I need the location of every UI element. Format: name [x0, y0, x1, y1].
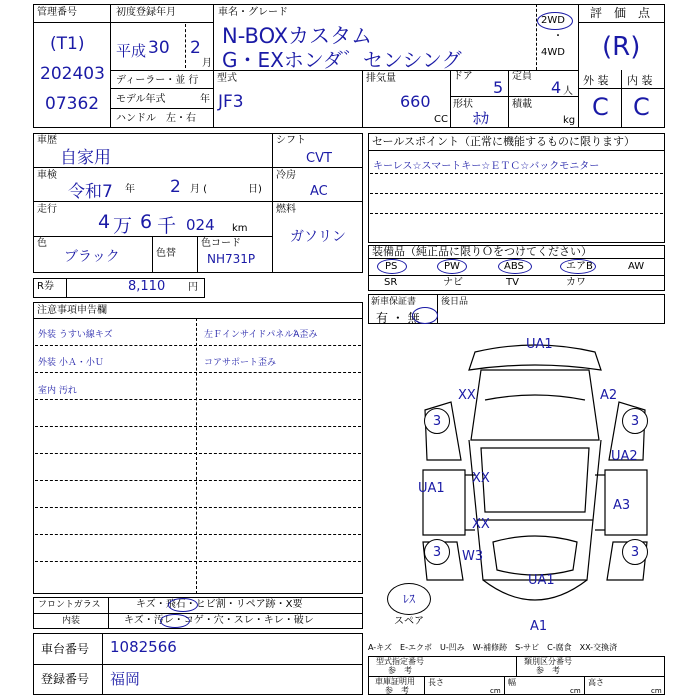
damage-rear-bumper: A1 — [530, 619, 548, 634]
width-label: 幅 — [508, 678, 516, 687]
r-ticket-value: 8,110 — [128, 279, 166, 294]
equip-tv: TV — [506, 277, 519, 288]
mileage-sen: 6 — [140, 211, 153, 233]
note-1: 外装 うすい線キズ — [38, 330, 113, 340]
tire-fl: 3 — [424, 408, 450, 434]
car-name-label: 車名・グレード — [218, 7, 288, 18]
mileage-man: 4 — [98, 211, 111, 233]
inner-label: 内装 — [62, 616, 81, 626]
grade-value: (R) — [602, 32, 641, 62]
repaint-label: 色替 — [156, 248, 176, 259]
tire-fr: 3 — [622, 408, 648, 434]
length-label: 長さ — [428, 678, 444, 687]
exterior-value: C — [592, 93, 609, 121]
warranty-value: 有 ・ 無 — [376, 311, 420, 325]
note-3: 外装 小Ａ・小Ｕ — [38, 358, 104, 368]
color-value: ブラック — [64, 249, 120, 265]
shift-value: CVT — [306, 151, 332, 166]
door-label: ドア — [453, 71, 473, 82]
glass-label: フロントガラス — [38, 600, 101, 610]
inspection-day-unit: 日) — [248, 184, 262, 195]
inspection-era: 令和7 — [68, 182, 113, 202]
interior-label: 内 装 — [627, 74, 653, 87]
fuel-value: ガソリン — [290, 229, 346, 245]
ac-value: AC — [310, 184, 328, 199]
displacement-unit: CC — [434, 114, 448, 125]
load-unit: kg — [563, 115, 576, 126]
capacity-value: 4 — [551, 78, 562, 97]
drive-4wd: 4WD — [541, 47, 565, 58]
grade-label: 評 価 点 — [590, 6, 651, 20]
damage-roof-front: XX — [472, 471, 490, 486]
mgmt-label: 管理番号 — [37, 7, 77, 18]
sales-point-value: キーレス☆スマートキー☆ＥＴＣ☆バックモニター — [373, 161, 600, 172]
equip-sr: SR — [384, 277, 398, 288]
category-no-ref: 参 考 — [536, 666, 560, 675]
drive-2wd: 2WD — [541, 15, 565, 26]
interior-value: C — [633, 93, 650, 121]
damage-left-fender: XX — [458, 388, 476, 403]
note-2: 左ＦインサイドパネルΆ歪み — [204, 330, 318, 340]
warranty-none-circle — [412, 307, 438, 324]
category-no-label: 類別区分番号 — [524, 657, 572, 666]
shift-label: シフト — [276, 135, 306, 146]
note-5: 室内 汚れ — [38, 386, 77, 396]
equipment-label: 装備品（純正品に限りＯをつけてください） — [372, 245, 592, 258]
spare-tire: ﾚｽ — [387, 583, 431, 615]
equip-aw: AW — [628, 261, 645, 272]
drive-dot: ・ — [553, 31, 563, 42]
ac-label: 冷房 — [276, 170, 296, 181]
equip-ps: PS — [385, 261, 398, 272]
type-no-ref: 参 考 — [388, 666, 412, 675]
color-label: 色 — [37, 238, 47, 249]
type-no-label: 型式指定番号 — [376, 657, 424, 666]
inspection-label: 車検 — [37, 170, 57, 181]
height-label: 高さ — [588, 678, 604, 687]
mileage-rest: 024 — [186, 216, 215, 234]
equip-abs: ABS — [504, 261, 524, 272]
fuel-label: 燃料 — [276, 204, 296, 215]
height-unit: cm — [651, 687, 662, 695]
garage-cert-ref: 参 考 — [385, 686, 409, 695]
damage-front-bumper: UA1 — [526, 337, 553, 352]
inspection-month-unit: 月 ( — [190, 184, 208, 195]
mgmt-number-2: 07362 — [45, 94, 100, 114]
first-reg-year: 30 — [148, 38, 170, 58]
notes-label: 注意事項申告欄 — [37, 305, 107, 316]
model-label: 型式 — [217, 73, 237, 84]
mileage-sen-unit: 千 — [157, 215, 177, 237]
handle-label: ハンドル 左・右 — [116, 113, 196, 124]
model-year-label: モデル年式 — [116, 94, 166, 105]
damage-right-fender: A2 — [600, 388, 618, 403]
tire-rr: 3 — [622, 539, 648, 565]
equip-navi: ナビ — [443, 277, 463, 288]
damage-legend: A-キズ E-エクボ U-凹み W-補修跡 S-サビ C-腐食 XX-交換済 — [368, 643, 618, 652]
first-reg-era: 平成 — [116, 42, 147, 60]
inner-dirt-circle — [160, 614, 190, 628]
history-label: 車歴 — [37, 135, 57, 146]
reg-label: 登録番号 — [41, 672, 90, 686]
damage-left-door: UA1 — [418, 481, 445, 496]
displacement-value: 660 — [400, 92, 431, 111]
capacity-unit: 人 — [563, 86, 573, 97]
first-reg-month-unit: 月 — [202, 58, 212, 69]
spare-label: スペア — [394, 616, 424, 627]
garage-cert-label: 車庫証明用 — [375, 677, 415, 686]
capacity-label: 定員 — [512, 71, 532, 82]
sales-point-label: セールスポイント（正常に機能するものに限ります） — [372, 135, 636, 148]
car-name-line1: N-BOXカスタム — [222, 24, 373, 48]
color-code-label: 色コード — [201, 238, 241, 249]
chassis-label: 車台番号 — [41, 642, 90, 656]
load-label: 積載 — [512, 99, 532, 110]
equip-leather: カワ — [566, 277, 586, 288]
mgmt-t1: (T1) — [50, 34, 85, 54]
exterior-label: 外 装 — [583, 74, 609, 87]
damage-back-door: UA1 — [528, 573, 555, 588]
equip-airbag: エアB — [566, 261, 593, 272]
dealer-label: ディーラー・並 行 — [116, 75, 199, 86]
damage-roof-rear: XX — [472, 517, 490, 532]
damage-right-rear-door: A3 — [613, 498, 631, 513]
shape-value: ﾎｶ — [473, 109, 490, 128]
tire-rl: 3 — [424, 539, 450, 565]
glass-value: キズ・飛石・ヒビ割・リペア跡・X要 — [136, 599, 303, 610]
inspection-month: 2 — [170, 177, 181, 197]
color-code: NH731P — [207, 252, 256, 266]
returned-label: 後日品 — [441, 297, 469, 307]
mileage-unit: km — [232, 223, 248, 234]
mileage-man-unit: 万 — [113, 215, 133, 237]
chassis-value: 1082566 — [110, 638, 177, 656]
equip-pw: PW — [444, 261, 460, 272]
width-unit: cm — [570, 687, 581, 695]
damage-right-front-door: UA2 — [611, 449, 638, 464]
note-4: コアサポート歪み — [204, 358, 277, 368]
history-value: 自家用 — [60, 148, 111, 168]
first-reg-month: 2 — [190, 38, 201, 58]
inner-value: キズ・汚レ・コゲ・穴・スレ・キレ・破レ — [124, 615, 314, 626]
displacement-label: 排気量 — [366, 73, 396, 84]
damage-left-quarter: W3 — [462, 549, 484, 564]
r-ticket-unit: 円 — [188, 282, 198, 293]
car-name-line2: G・EXホンダ゛センシング — [222, 48, 462, 72]
shape-label: 形状 — [453, 99, 473, 110]
length-unit: cm — [490, 687, 501, 695]
model-year-unit: 年 — [200, 94, 210, 105]
mgmt-number-1: 202403 — [40, 64, 105, 84]
inspection-year-unit: 年 — [125, 184, 135, 195]
glass-stone-circle — [168, 598, 198, 612]
warranty-label: 新車保証書 — [371, 297, 417, 307]
reg-value: 福岡 — [110, 670, 141, 688]
door-value: 5 — [493, 78, 504, 97]
mileage-label: 走行 — [37, 204, 57, 215]
r-ticket-label: R券 — [37, 281, 54, 292]
first-reg-label: 初度登録年月 — [116, 7, 176, 18]
model-value: JF3 — [218, 92, 244, 112]
